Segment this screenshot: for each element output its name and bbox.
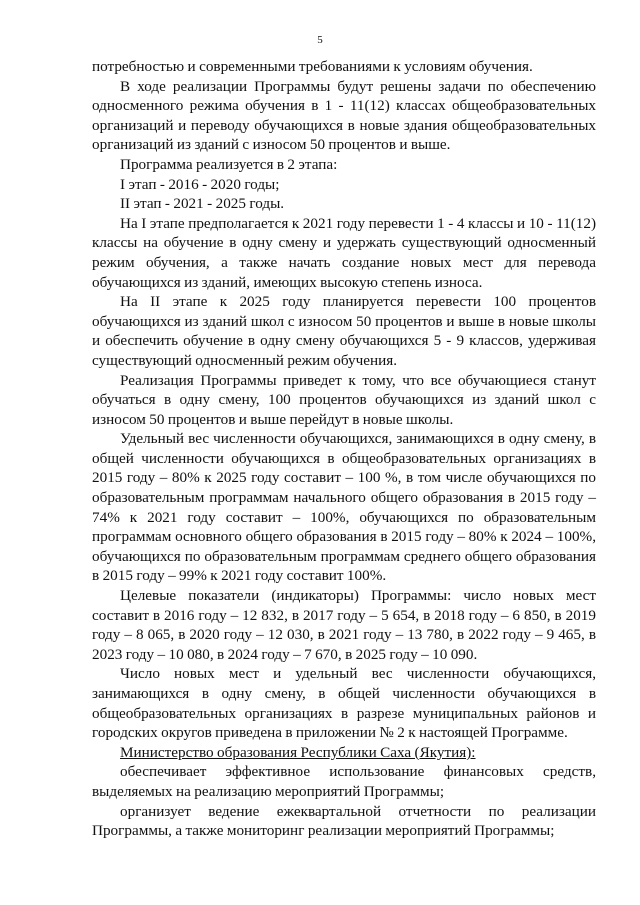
paragraph-ministry-duty-1: обеспечивает эффективное использование финансовых средств, выделяемых на реализацию мероприятий Программы; <box>92 763 596 800</box>
paragraph-stage-1-details: На I этапе предполагается к 2021 году перевести 1 - 4 классы и 10 - 11(12) классы на обучение в одну смену и удержать существующий односменный режим обучения, а также начать создание новых мест для перевода обучающихся из зданий, имеющих высокую степень износа. <box>92 214 596 291</box>
page-number: 5 <box>317 34 323 46</box>
document-body <box>92 57 596 841</box>
paragraph-ministry-heading: Министерство образования Республики Саха (Якутия): <box>120 743 476 761</box>
paragraph-share-indicators: Удельный вес численности обучающихся, занимающихся в одну смену, в общей численности обучающихся в общеобразовательных организациях в 2015 году – 80% к 2025 году составит – 100 %, в том числе обучающихся по образовательным программам начального общего образования в 2015 году – 74% к 2021 году составит – 100%, обучающихся по образовательным программам основного общего образования в 2015 году – 80% к 2024 – 100%, обучающихся по образовательным программам среднего общего образования в 2015 году – 99% к 2021 году составит 100%. <box>92 430 596 585</box>
paragraph-stages-intro: Программа реализуется в 2 этапа: <box>120 155 338 173</box>
paragraph-ministry-duty-2: организует ведение ежеквартальной отчетности по реализации Программы, а также мониторинг реализации мероприятий Программы; <box>92 802 596 840</box>
paragraph-appendix-reference: Число новых мест и удельный вес численности обучающихся, занимающихся в одну смену, в общей численности обучающихся в общеобразовательных организациях в разрезе муниципальных районов и городских округов приведена в приложении № 2 к настоящей Программе. <box>92 665 596 742</box>
paragraph-program-tasks: В ходе реализации Программы будут решены задачи по обеспечению односменного режима обучения в 1 - 11(12) классах общеобразовательных организаций и переводу обучающихся в новые здания общеобразовательных организаций из зданий с износом 50 процентов и выше. <box>92 77 596 154</box>
paragraph-target-indicators: Целевые показатели (индикаторы) Программы: число новых мест составит в 2016 году – 12 832, в 2017 году – 5 654, в 2018 году – 6 850, в 2019 году – 8 065, в 2020 году – 12 030, в 2021 году – 13 780, в 2022 году – 9 465, в 2023 году – 10 080, в 2024 году – 7 670, в 2025 году – 10 090. <box>92 587 596 663</box>
paragraph-stage-2: II этап - 2021 - 2025 годы. <box>120 195 285 213</box>
paragraph-continuation: потребностью и современными требованиями к условиям обучения. <box>92 58 533 75</box>
paragraph-program-result: Реализация Программы приведет к тому, что все обучающиеся станут обучаться в одну смену, 100 процентов обучающихся из зданий школ с износом 50 процентов и выше перейдут в новые школы. <box>92 371 596 428</box>
paragraph-stage-1: I этап - 2016 - 2020 годы; <box>120 175 280 193</box>
paragraph-stage-2-details: На II этапе к 2025 году планируется перевести 100 процентов обучающихся из зданий школ с износом 50 процентов и выше в новые школы и обеспечить обучение в одну смену обучающихся 5 - 9 классов, удерживая существующий односменный режим обучения. <box>92 293 596 369</box>
